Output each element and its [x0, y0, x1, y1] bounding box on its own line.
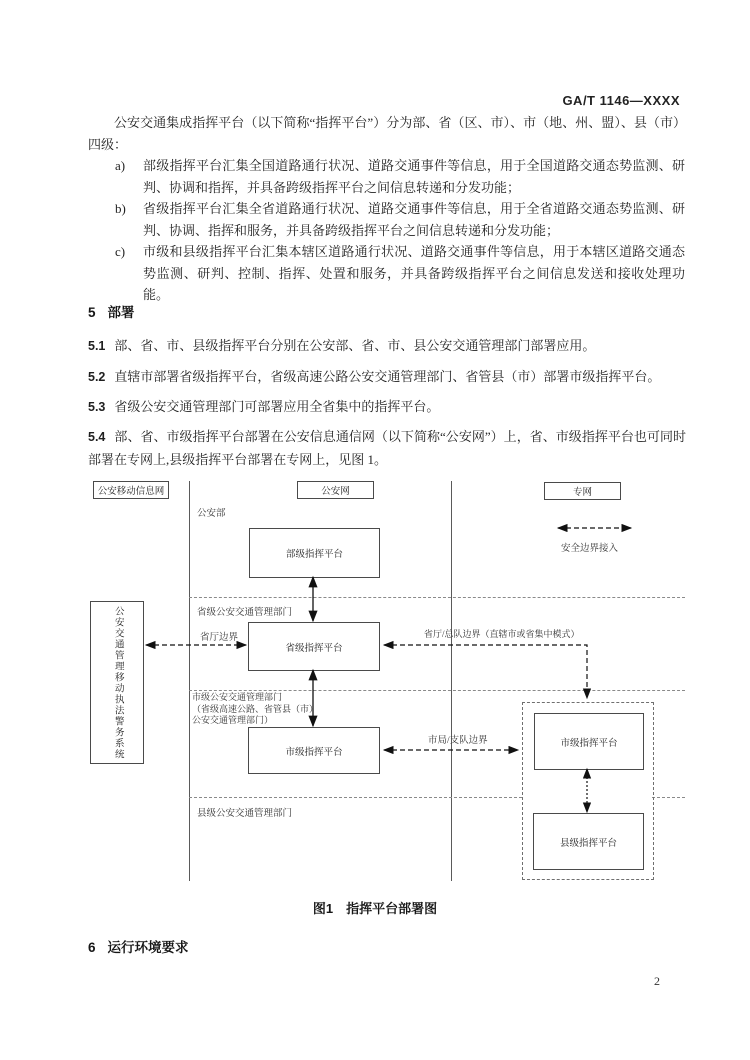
section-6-number: 6 — [88, 940, 96, 955]
list-item — [115, 241, 685, 306]
node-mobile-enforcement-label: 公安交通管理移动执法警务系统 — [112, 605, 123, 760]
node-mobile-enforcement-system — [90, 601, 144, 764]
node-ministry-platform: 部级指挥平台 — [249, 528, 380, 578]
legend-label-secure-boundary: 安全边界接入 — [561, 544, 619, 554]
clause-number: 5.4 — [88, 430, 106, 444]
network-header-mobile: 公安移动信息网 — [93, 481, 169, 499]
list-item — [115, 198, 685, 241]
clause-number: 5.3 — [88, 400, 106, 414]
node-county-platform: 县级指挥平台 — [533, 813, 644, 870]
row-label-city-line2: （省级高速公路、省管县（市） — [192, 703, 319, 714]
list-item-label: c) — [115, 244, 126, 259]
network-header-special: 专网 — [544, 482, 621, 500]
edge-label-province-hq-boundary: 省厅/总队边界（直辖市或省集中模式） — [424, 629, 580, 639]
network-header-gongan: 公安网 — [297, 481, 374, 499]
intro-list — [115, 155, 685, 306]
row-label-province: 省级公安交通管理部门 — [197, 608, 293, 618]
section-6-title: 运行环境要求 — [107, 940, 189, 955]
clause-text: 直辖市部署省级指挥平台，省级高速公路公安交通管理部门、省管县（市）部署市级指挥平台。 — [114, 369, 661, 384]
page-number: 2 — [654, 974, 660, 988]
row-separator-county-left — [189, 797, 522, 798]
clause-text: 部、省、市级指挥平台部署在公安信息通信网（以下简称“公安网”）上，省、市级指挥平台也可同时部署在专网上,县级指挥平台部署在专网上，见图 1。 — [88, 429, 686, 467]
clause-text: 部、省、市、县级指挥平台分别在公安部、省、市、县公安交通管理部门部署应用。 — [114, 338, 596, 353]
section-5-title: 部署 — [107, 305, 135, 320]
clause-5-1 — [88, 335, 686, 358]
clause-5-2 — [88, 366, 686, 389]
list-item-text: 省级指挥平台汇集全省道路通行状况、道路交通事件等信息，用于全省道路交通态势监测、研判、协调、指挥和服务，并具备跨级指挥平台之间信息转递和分发功能； — [143, 201, 685, 238]
section-6-heading — [88, 936, 189, 956]
row-label-city — [192, 692, 318, 727]
column-divider-left — [189, 481, 190, 881]
row-label-city-line1: 市级公安交通管理部门 — [192, 692, 283, 702]
row-label-ministry: 公安部 — [197, 509, 226, 519]
column-divider-right — [451, 481, 452, 881]
clause-5-4 — [88, 426, 686, 470]
intro-paragraph: 公安交通集成指挥平台（以下简称“指挥平台”）分为部、省（区、市）、市（地、州、盟）、县（市）四级： — [88, 115, 686, 152]
list-item-text: 市级和县级指挥平台汇集本辖区道路通行状况、道路交通事件等信息，用于本辖区道路交通态势监测、研判、控制、指挥、处置和服务，并具备跨级指挥平台之间信息发送和接收处理功能。 — [143, 244, 685, 302]
section-5-number: 5 — [88, 305, 96, 320]
row-separator-city — [189, 690, 685, 691]
list-item — [115, 155, 685, 198]
node-province-platform: 省级指挥平台 — [248, 622, 380, 671]
deployment-diagram — [0, 478, 750, 890]
node-city-platform: 市级指挥平台 — [248, 727, 380, 774]
section-5-heading — [88, 301, 135, 321]
standard-number: GA/T 1146—XXXX — [562, 93, 680, 108]
list-item-label: a) — [115, 158, 126, 173]
list-item-text: 部级指挥平台汇集全国道路通行状况、道路交通事件等信息，用于全国道路交通态势监测、研判、协调和指挥，并具备跨级指挥平台之间信息转递和分发功能； — [143, 158, 685, 195]
row-label-county: 县级公安交通管理部门 — [197, 809, 293, 819]
figure-caption: 图1 指挥平台部署图 — [312, 901, 438, 916]
clause-text: 省级公安交通管理部门可部署应用全省集中的指挥平台。 — [114, 399, 440, 414]
list-item-label: b) — [115, 201, 126, 216]
edge-label-city-boundary: 市局/支队边界 — [428, 736, 488, 746]
node-city-platform-special: 市级指挥平台 — [534, 713, 644, 770]
row-separator-county-right — [652, 797, 685, 798]
clause-5-3 — [88, 396, 686, 419]
row-label-city-line3: 公安交通管理部门） — [192, 715, 274, 725]
edge-label-province-boundary: 省厅边界 — [200, 633, 239, 643]
row-separator-province — [189, 597, 685, 598]
clause-number: 5.1 — [88, 339, 106, 353]
clause-number: 5.2 — [88, 370, 106, 384]
